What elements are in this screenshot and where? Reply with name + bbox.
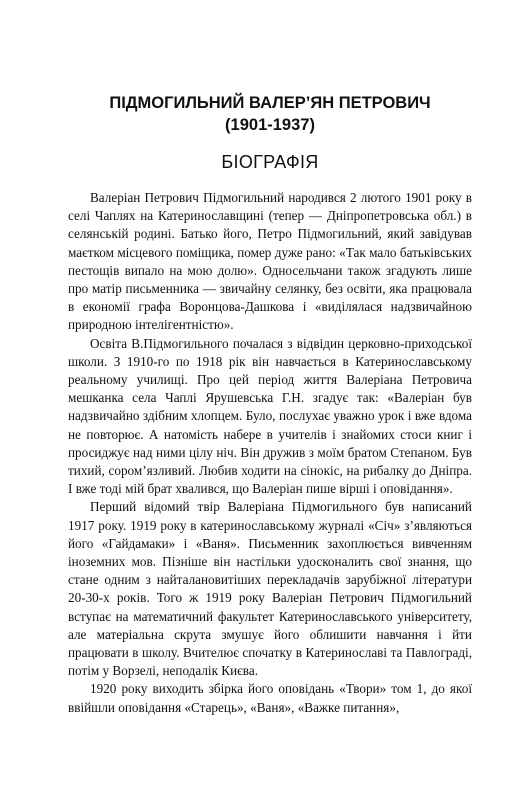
paragraph-2: Освіта В.Підмогильного почалася з відвідин церковно-приходської школи. З 1910-го по 1918 рік він навчається в Катеринославському реальному училищі. Про цей період життя Валеріана Петровича мешканка села Чаплі Ярушевська Г.Н. згадує так: «Валеріан був надзвичайно здібним хлопцем. Було, послухає уважно урок і вже вдома не повторює. А натомість набере в учителів і знайомих стоси книг і просиджує над ними цілу ніч. Він дружив з моїм братом Степаном. Був тихий, сором’язливий. Любив ходити на сінокіс, на рибалку до Дніпра. І вже тоді мій брат хвалився, що Валеріан пише вірші і оповідання». (68, 335, 472, 497)
title-name: ПІДМОГИЛЬНИЙ ВАЛЕР’ЯН ПЕТРОВИЧ (109, 94, 431, 112)
paragraph-3: Перший відомий твір Валеріана Підмогильного був написаний 1917 року. 1919 року в катеринославському журналі «Січ» з’являються його «Гайдамаки» і «Ваня». Письменник захоплюється вивченням іноземних мов. Пізніше він настільки удосконалить свої знання, що стане одним з найталановитіших перекладачів зарубіжної літератури 20-30-х років. Того ж 1919 року Валеріан Петрович Підмогильний вступає на математичний факультет Катеринославського університету, але матеріальна скрута змушує його облишити навчання і йти працювати в школу. Вчителює спочатку в Катеринославі та Павлограді, потім у Ворзелі, неподалік Києва. (68, 499, 472, 679)
page-title (68, 92, 472, 136)
section-heading: БІОГРАФІЯ (221, 152, 319, 172)
title-years: (1901-1937) (225, 116, 315, 134)
paragraph-4: 1920 року виходить збірка його оповідань «Твори» том 1, до якої ввійшли оповідання «Старець», «Ваня», «Важке питання», (68, 681, 472, 715)
paragraph-1: Валеріан Петрович Підмогильний народився 2 лютого 1901 року в селі Чаплях на Катеринославщині (тепер — Дніпропетровська обл.) в селянській родині. Батько його, Петро Підмогильний, який завідував маєтком місцевого поміщика, помер дуже рано: «Так мало батьківських пестощів випало на мою долю». Односельчани також згадують лише про матір письменника — звичайну селянку, без освіти, яка працювала в економії графа Воронцова-Дашкова і «виділялася надзвичайною природною інтелігентністю». (68, 190, 472, 333)
page-content (68, 92, 472, 717)
